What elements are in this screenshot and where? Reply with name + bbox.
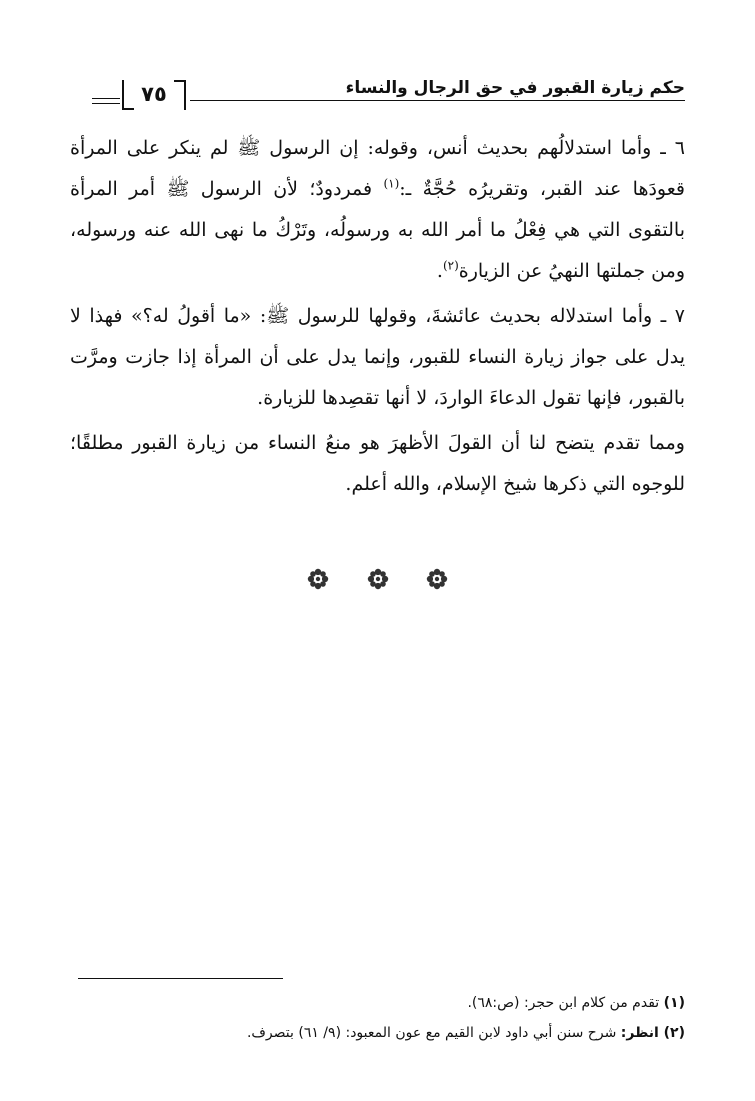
paragraph-6-part-1: ٦ ـ وأما استدلالُهم بحديث أنس، وقوله: إن الرسول ﷺ لم ينكر على المرأة قعودَها عند القبر، وتقريرُه حُجَّةٌ ـ: [70, 137, 685, 200]
paragraph-6-part-3: . [436, 260, 443, 282]
main-text [70, 128, 685, 505]
page-number: ٧٥ [141, 82, 167, 106]
footnote-number: (١) [663, 995, 685, 1011]
footnote-separator [78, 978, 283, 979]
footnote-2 [70, 1018, 685, 1048]
page-number-frame [122, 80, 186, 110]
paragraph-6-part-2: فمردودٌ؛ لأن الرسول ﷺ أمر المرأة بالتقوى التي هي فِعْلُ ما أمر الله به ورسولُه، وتَرْكُ ما نهى الله عنه ورسوله، ومن جملتها النهيُ عن الزيارة [70, 178, 685, 282]
header-rule-left-bottom [92, 103, 120, 104]
footnote-lead: انظر: [620, 1025, 664, 1041]
footnote-text: تقدم من كلام ابن حجر: (ص:٦٨). [467, 995, 664, 1011]
footnote-ref-1[interactable]: (١) [383, 176, 400, 191]
conclusion-paragraph: ومما تقدم يتضح لنا أن القولَ الأظهرَ هو منعُ النساء من زيارة القبور مطلقًا؛ للوجوه التي ذكرها شيخ الإسلام، والله أعلم. [70, 432, 685, 495]
flower-ornament-icon [307, 568, 329, 590]
footnote-ref-2[interactable]: (٢) [442, 258, 459, 273]
header-rule-left-top [92, 98, 120, 99]
running-title: حكم زيارة القبور في حق الرجال والنساء [345, 78, 685, 98]
section-ornaments [0, 568, 755, 594]
paragraph-7: ٧ ـ وأما استدلاله بحديث عائشةَ، وقولها للرسول ﷺ: «ما أقولُ له؟» فهذا لا يدل على جواز زيارة النساء للقبور، وإنما يدل على أن المرأة إذا جازت ومرَّت بالقبور، فإنها تقول الدعاءَ الواردَ، لا أنها تقصِدها للزيارة. [70, 305, 685, 409]
flower-ornament-icon [426, 568, 448, 590]
footnotes [70, 988, 685, 1048]
flower-ornament-icon [367, 568, 389, 590]
footnote-number: (٢) [663, 1025, 685, 1041]
paragraph-6 [70, 128, 685, 292]
header-rule [190, 100, 685, 101]
footnote-1 [70, 988, 685, 1018]
footnote-text: شرح سنن أبي داود لابن القيم مع عون المعبود: (٩/ ٦١) بتصرف. [246, 1025, 621, 1041]
